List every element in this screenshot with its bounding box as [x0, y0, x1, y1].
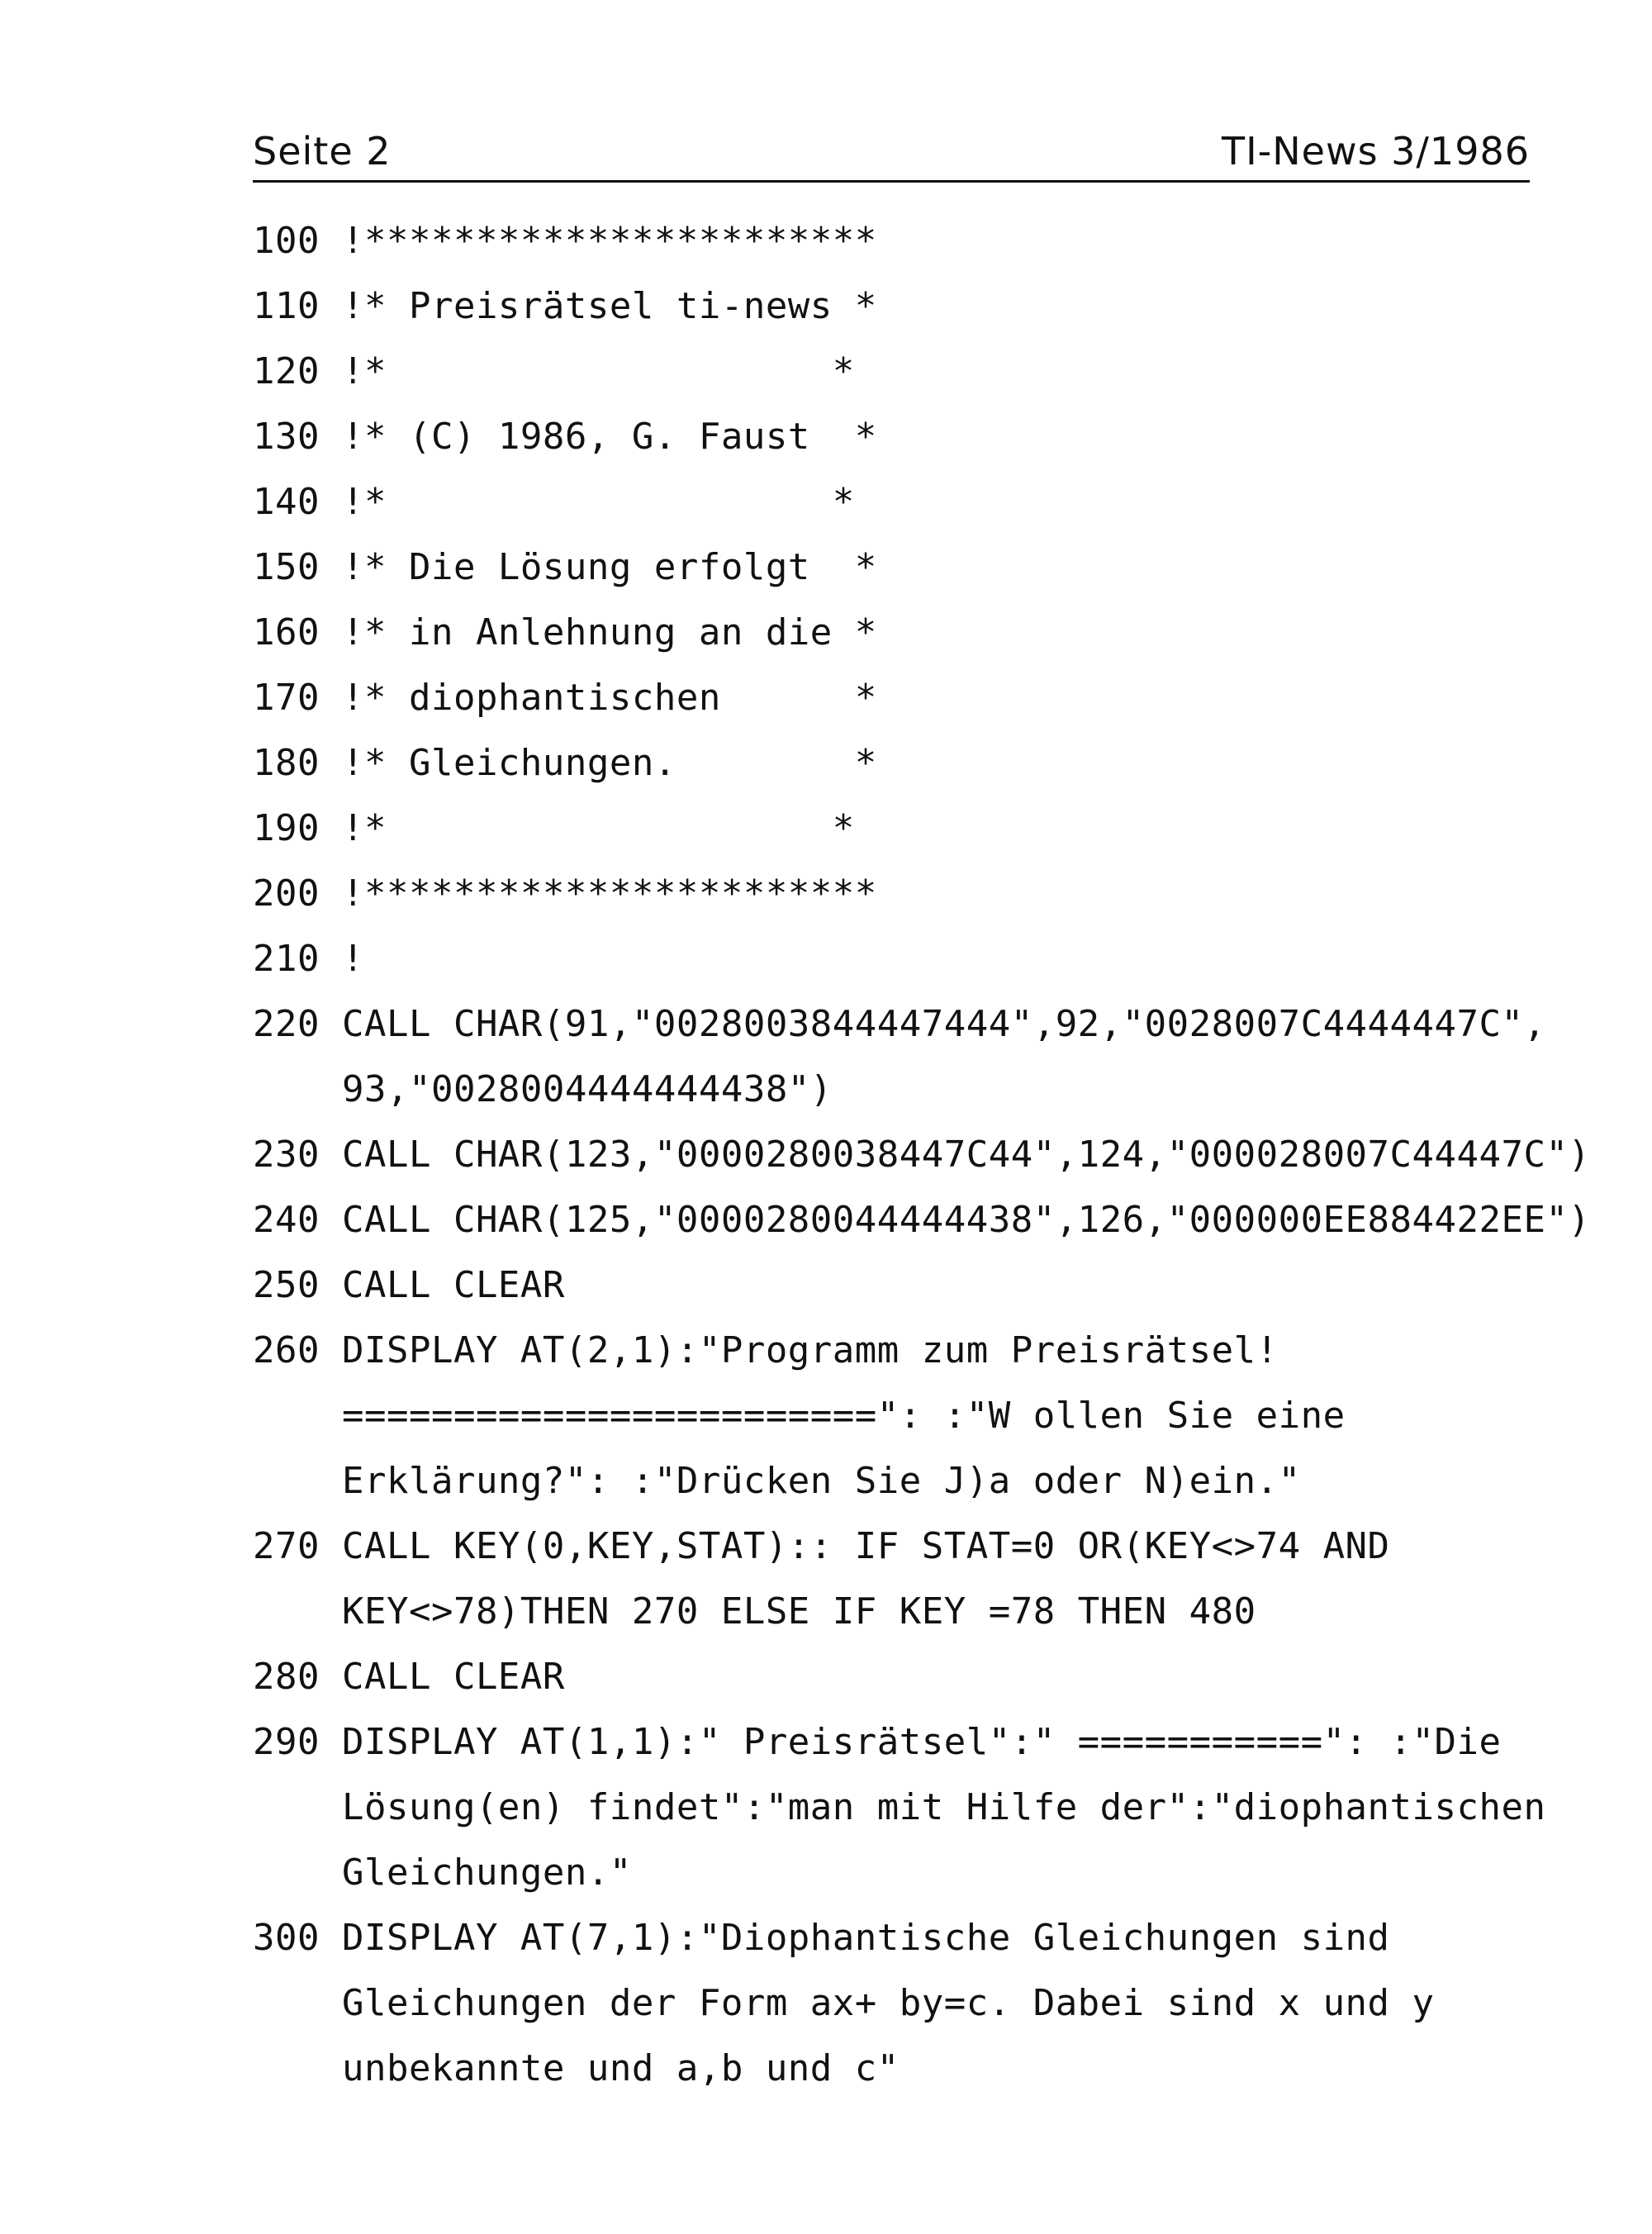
line-number: 140 — [253, 481, 320, 523]
code-line — [253, 1187, 1591, 1252]
code-text: CALL CLEAR — [342, 1656, 565, 1698]
line-number: 240 — [253, 1199, 320, 1241]
code-line — [253, 535, 1566, 600]
code-text: CALL CLEAR — [342, 1264, 565, 1306]
code-text: KEY<>78)THEN 270 ELSE IF KEY =78 THEN 480 — [342, 1590, 1256, 1633]
code-line — [253, 796, 1566, 861]
line-number: 220 — [253, 1003, 320, 1045]
page-number: Seite 2 — [253, 129, 392, 173]
code-text: !* * — [342, 350, 855, 392]
code-line — [253, 991, 1566, 1057]
line-number: 270 — [253, 1525, 320, 1567]
line-number: 260 — [253, 1329, 320, 1371]
page-header — [253, 124, 1530, 183]
code-text: Gleichungen der Form ax+ by=c. Dabei sind x und y — [342, 1982, 1435, 2024]
code-text: CALL CHAR(91,"0028003844447444",92,"0028007C4444447C", — [342, 1003, 1546, 1045]
code-text: ! — [342, 938, 364, 980]
code-line-continuation — [253, 1970, 1566, 2036]
code-text: !*********************** — [342, 872, 877, 915]
code-line — [253, 339, 1566, 404]
code-text: ========================": :"W ollen Sie eine — [342, 1395, 1346, 1437]
code-line-continuation — [253, 1057, 1566, 1122]
code-line-continuation — [253, 1579, 1566, 1644]
code-text: !* * — [342, 481, 855, 523]
line-number: 230 — [253, 1134, 320, 1176]
code-text: CALL CHAR(125,"0000280044444438",126,"000000EE884422EE") — [342, 1199, 1591, 1241]
code-text: Gleichungen." — [342, 1851, 632, 1894]
code-text: !* Gleichungen. * — [342, 742, 877, 784]
code-line-continuation — [253, 1448, 1566, 1514]
line-number: 120 — [253, 350, 320, 392]
code-text: !* in Anlehnung an die * — [342, 611, 877, 654]
publication-issue: TI-News 3/1986 — [1221, 129, 1530, 173]
line-number: 170 — [253, 677, 320, 719]
code-text: Erklärung?": :"Drücken Sie J)a oder N)ein." — [342, 1460, 1301, 1502]
code-line-continuation — [253, 1383, 1566, 1448]
code-text: !* diophantischen * — [342, 677, 877, 719]
line-number: 280 — [253, 1656, 320, 1698]
code-text: !* (C) 1986, G. Faust * — [342, 416, 877, 458]
code-text: !* Preisrätsel ti-news * — [342, 285, 877, 327]
code-line-continuation — [253, 1840, 1566, 1905]
code-text: unbekannte und a,b und c" — [342, 2047, 900, 2089]
code-text: DISPLAY AT(1,1):" Preisrätsel":" ===========": :"Die — [342, 1721, 1502, 1763]
line-number: 300 — [253, 1917, 320, 1959]
line-number: 100 — [253, 220, 320, 262]
line-number: 160 — [253, 611, 320, 654]
line-number: 130 — [253, 416, 320, 458]
code-text: Lösung(en) findet":"man mit Hilfe der":"diophantischen — [342, 1786, 1546, 1828]
code-line — [253, 1318, 1566, 1383]
code-text: CALL KEY(0,KEY,STAT):: IF STAT=0 OR(KEY<>74 AND — [342, 1525, 1390, 1567]
code-text: 93,"0028004444444438") — [342, 1068, 833, 1110]
line-number: 250 — [253, 1264, 320, 1306]
code-line-continuation — [253, 1775, 1566, 1840]
line-number: 210 — [253, 938, 320, 980]
line-number: 110 — [253, 285, 320, 327]
line-number: 200 — [253, 872, 320, 915]
program-listing — [253, 208, 1591, 2101]
line-number: 180 — [253, 742, 320, 784]
code-line — [253, 1122, 1591, 1187]
code-line — [253, 1709, 1566, 1775]
code-line — [253, 208, 1566, 273]
code-line-continuation — [253, 2036, 1566, 2101]
code-line — [253, 665, 1566, 730]
code-line — [253, 1644, 1566, 1709]
code-line — [253, 273, 1566, 339]
code-text: !* * — [342, 807, 855, 849]
code-line — [253, 1514, 1566, 1579]
code-line — [253, 730, 1566, 796]
code-line — [253, 469, 1566, 535]
code-line — [253, 600, 1566, 665]
line-number: 150 — [253, 546, 320, 588]
code-line — [253, 1905, 1566, 1970]
code-line — [253, 861, 1566, 926]
code-text: !*********************** — [342, 220, 877, 262]
code-text: DISPLAY AT(7,1):"Diophantische Gleichungen sind — [342, 1917, 1390, 1959]
code-line — [253, 404, 1566, 469]
code-text: DISPLAY AT(2,1):"Programm zum Preisrätsel! — [342, 1329, 1279, 1371]
code-line — [253, 926, 1566, 991]
line-number: 190 — [253, 807, 320, 849]
line-number: 290 — [253, 1721, 320, 1763]
code-text: !* Die Lösung erfolgt * — [342, 546, 877, 588]
code-line — [253, 1252, 1566, 1318]
code-text: CALL CHAR(123,"0000280038447C44",124,"000028007C44447C") — [342, 1134, 1591, 1176]
